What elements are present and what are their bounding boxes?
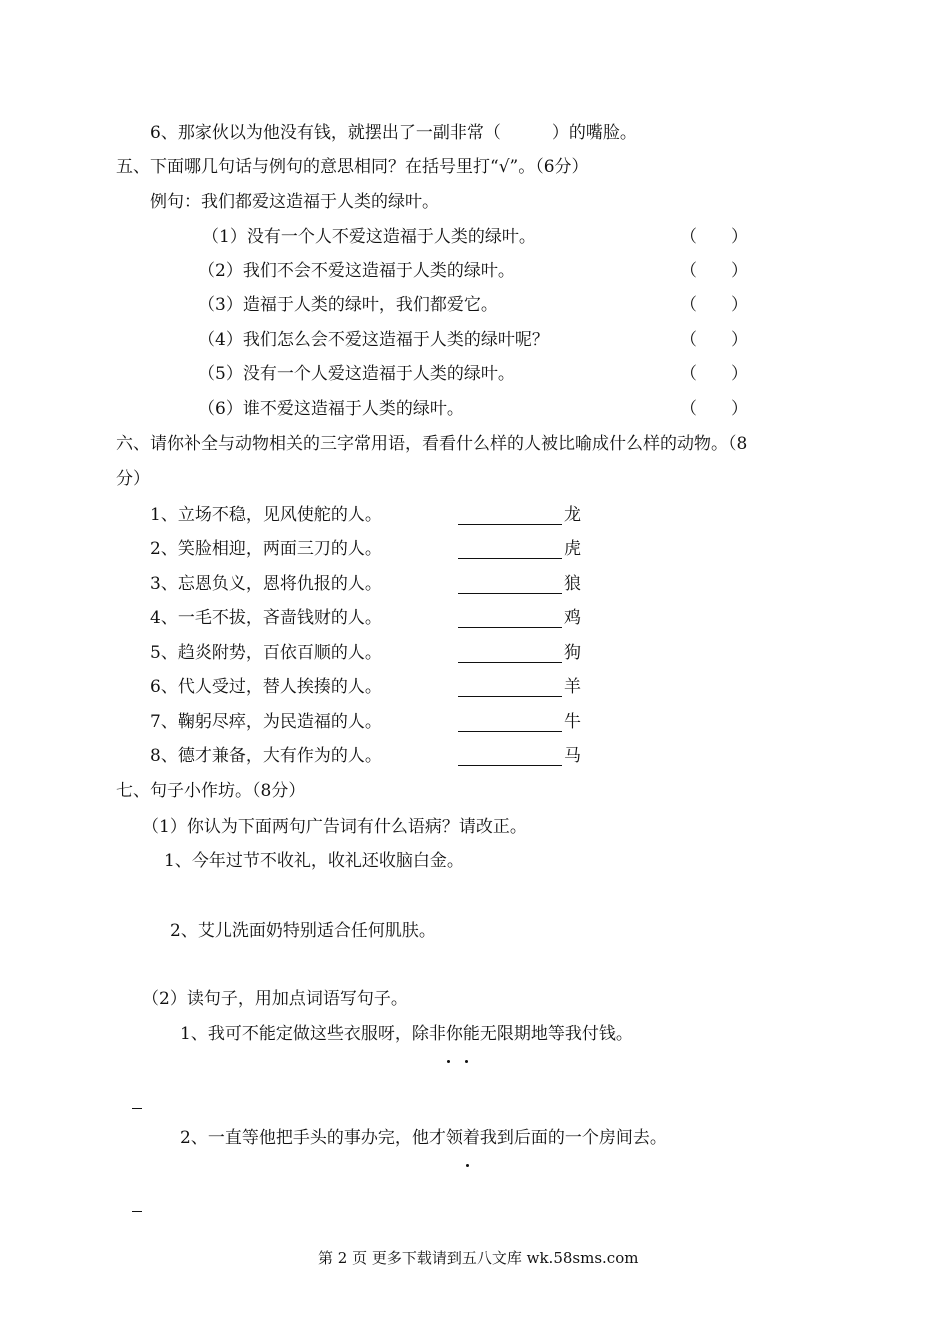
q4-item-6: 6、那家伙以为他没有钱，就摆出了一副非常（ ）的嘴脸。 (150, 123, 637, 143)
section7-part1-item-2: 2、艾儿洗面奶特别适合任何肌肤。 (170, 921, 436, 941)
answer-line-marker (132, 1108, 142, 1109)
answer-paren-5: （ ） (680, 364, 748, 384)
fill-blank-5[interactable] (458, 662, 562, 663)
section5-item-2: （2）我们不会不爱这造福于人类的绿叶。 (198, 261, 515, 281)
section6-item-4: 4、一毛不拔，吝啬钱财的人。 (150, 608, 382, 628)
section6-item-8: 8、德才兼备，大有作为的人。 (150, 746, 382, 766)
section5-item-6: （6）谁不爱这造福于人类的绿叶。 (198, 399, 464, 419)
fill-blank-1[interactable] (458, 524, 562, 525)
answer-paren-1: （ ） (680, 227, 748, 247)
animal-4: 鸡 (564, 608, 581, 628)
section5-example: 例句：我们都爱这造福于人类的绿叶。 (150, 192, 439, 212)
section6-title-line2: 分） (116, 469, 150, 489)
animal-7: 牛 (564, 712, 581, 732)
answer-paren-2: （ ） (680, 261, 748, 281)
animal-2: 虎 (564, 539, 581, 559)
section5-title: 五、下面哪几句话与例句的意思相同？在括号里打“√”。（6分） (116, 157, 589, 177)
section5-item-5: （5）没有一个人爱这造福于人类的绿叶。 (198, 364, 515, 384)
section7-part2-heading: （2）读句子，用加点词语写句子。 (142, 989, 408, 1009)
animal-6: 羊 (564, 677, 581, 697)
animal-3: 狼 (564, 574, 581, 594)
fill-blank-7[interactable] (458, 731, 562, 732)
section6-item-7: 7、鞠躬尽瘁，为民造福的人。 (150, 712, 382, 732)
section6-item-5: 5、趋炎附势，百依百顺的人。 (150, 643, 382, 663)
page-footer: 第 2 页 更多下载请到五八文库 wk.58sms.com (318, 1249, 639, 1267)
answer-paren-3: （ ） (680, 295, 748, 315)
animal-8: 马 (564, 746, 581, 766)
section5-item-1: （1）没有一个人不爱这造福于人类的绿叶。 (202, 227, 536, 247)
fill-blank-4[interactable] (458, 627, 562, 628)
section5-item-3: （3）造福于人类的绿叶，我们都爱它。 (198, 295, 498, 315)
section6-title-line1: 六、请你补全与动物相关的三字常用语，看看什么样的人被比喻成什么样的动物。（8 (116, 434, 748, 454)
fill-blank-2[interactable] (458, 558, 562, 559)
animal-5: 狗 (564, 643, 581, 663)
answer-paren-6: （ ） (680, 399, 748, 419)
animal-1: 龙 (564, 505, 581, 525)
fill-blank-8[interactable] (458, 765, 562, 766)
section7-part2-item-2: 2、一直等他把手头的事办完，他才领着我到后面的一个房间去。 (180, 1128, 667, 1148)
section7-title: 七、句子小作坊。（8分） (116, 781, 306, 801)
emphasis-dot (465, 1060, 468, 1063)
section7-part1-item-1: 1、今年过节不收礼，收礼还收脑白金。 (164, 851, 464, 871)
section5-item-4: （4）我们怎么会不爱这造福于人类的绿叶呢？ (198, 330, 549, 350)
emphasis-dot (466, 1164, 469, 1167)
section6-item-3: 3、忘恩负义，恩将仇报的人。 (150, 574, 382, 594)
section6-item-1: 1、立场不稳，见风使舵的人。 (150, 505, 382, 525)
answer-line-marker (132, 1211, 142, 1212)
fill-blank-3[interactable] (458, 593, 562, 594)
section6-item-6: 6、代人受过，替人挨揍的人。 (150, 677, 382, 697)
section7-part2-item-1: 1、我可不能定做这些衣服呀，除非你能无限期地等我付钱。 (180, 1024, 633, 1044)
answer-paren-4: （ ） (680, 330, 748, 350)
fill-blank-6[interactable] (458, 696, 562, 697)
section6-item-2: 2、笑脸相迎，两面三刀的人。 (150, 539, 382, 559)
section7-part1-heading: （1）你认为下面两句广告词有什么语病？请改正。 (142, 817, 527, 837)
emphasis-dot (447, 1060, 450, 1063)
